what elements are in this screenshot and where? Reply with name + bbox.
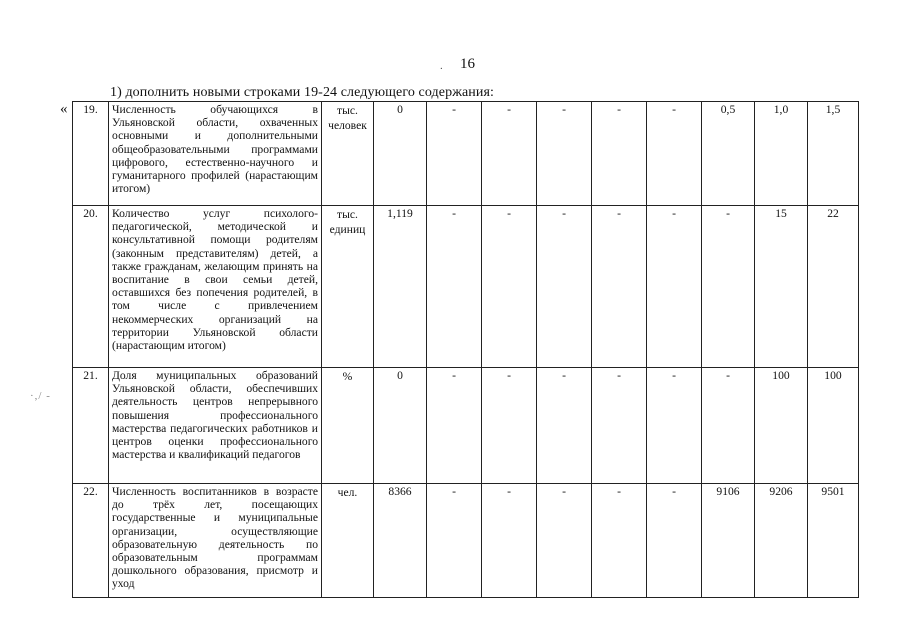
unit-cell: тыс. человек	[322, 102, 374, 206]
row-number: 22.	[73, 484, 109, 598]
value-cell: -	[427, 102, 482, 206]
indicator-name: Численность воспитанников в возрасте до трёх лет, посещающих государственные и муниципальные организации, осуществляющие образовательную деятельность по образовательным программам дошкольного образования, присмотр и уход	[109, 484, 322, 598]
value-cell: 15	[755, 206, 808, 368]
page-dot-mark: .	[440, 60, 443, 72]
value-cell: 0,5	[702, 102, 755, 206]
value-cell: 1,5	[808, 102, 859, 206]
value-cell: -	[592, 368, 647, 484]
row-number: 21.	[73, 368, 109, 484]
value-cell: 1,0	[755, 102, 808, 206]
value-cell: 100	[808, 368, 859, 484]
value-cell: -	[592, 484, 647, 598]
value-cell: 22	[808, 206, 859, 368]
indicator-name: Доля муниципальных образований Ульяновской области, обеспечивших деятельность центров непрерывного повышения профессионального мастерства педагогических работников и центров оценки профессионального мастерства и квалификаций педагогов	[109, 368, 322, 484]
value-cell: -	[702, 368, 755, 484]
intro-text: 1) дополнить новыми строками 19-24 следующего содержания:	[110, 85, 494, 100]
value-cell: 8366	[374, 484, 427, 598]
value-cell: -	[537, 484, 592, 598]
row-number: 19.	[73, 102, 109, 206]
value-cell: -	[537, 102, 592, 206]
row-number: 20.	[73, 206, 109, 368]
value-cell: -	[427, 206, 482, 368]
margin-mark: ·,/ -	[30, 390, 51, 402]
table-row	[73, 206, 859, 368]
table-row	[73, 484, 859, 598]
table-row	[73, 368, 859, 484]
value-cell: -	[592, 102, 647, 206]
opening-quote: «	[60, 101, 68, 117]
table-row	[73, 102, 859, 206]
value-cell: -	[647, 484, 702, 598]
value-cell: 0	[374, 102, 427, 206]
value-cell: -	[647, 206, 702, 368]
value-cell: 0	[374, 368, 427, 484]
unit-cell: тыс. единиц	[322, 206, 374, 368]
value-cell: -	[482, 102, 537, 206]
indicators-table	[72, 101, 859, 598]
value-cell: -	[537, 368, 592, 484]
value-cell: -	[482, 368, 537, 484]
value-cell: -	[427, 484, 482, 598]
value-cell: -	[427, 368, 482, 484]
value-cell: -	[592, 206, 647, 368]
value-cell: -	[482, 206, 537, 368]
value-cell: -	[702, 206, 755, 368]
unit-cell: %	[322, 368, 374, 484]
value-cell: -	[647, 102, 702, 206]
value-cell: 100	[755, 368, 808, 484]
value-cell: -	[537, 206, 592, 368]
page-number: 16	[460, 56, 475, 72]
value-cell: 9106	[702, 484, 755, 598]
indicator-name: Численность обучающихся в Ульяновской области, охваченных основными и дополнительными общеобразовательными программами цифрового, естественно-научного и гуманитарного профилей (нарастающим итогом)	[109, 102, 322, 206]
value-cell: 9206	[755, 484, 808, 598]
indicator-name: Количество услуг психолого-педагогической, методической и консультативной помощи родителям (законным представителям) детей, а также гражданам, желающим принять на воспитание в свои семьи детей, оставшихся без попечения родителей, в том числе с привлечением некоммерческих организаций на территории Ульяновской области (нарастающим итогом)	[109, 206, 322, 368]
value-cell: -	[647, 368, 702, 484]
value-cell: 9501	[808, 484, 859, 598]
value-cell: 1,119	[374, 206, 427, 368]
value-cell: -	[482, 484, 537, 598]
unit-cell: чел.	[322, 484, 374, 598]
